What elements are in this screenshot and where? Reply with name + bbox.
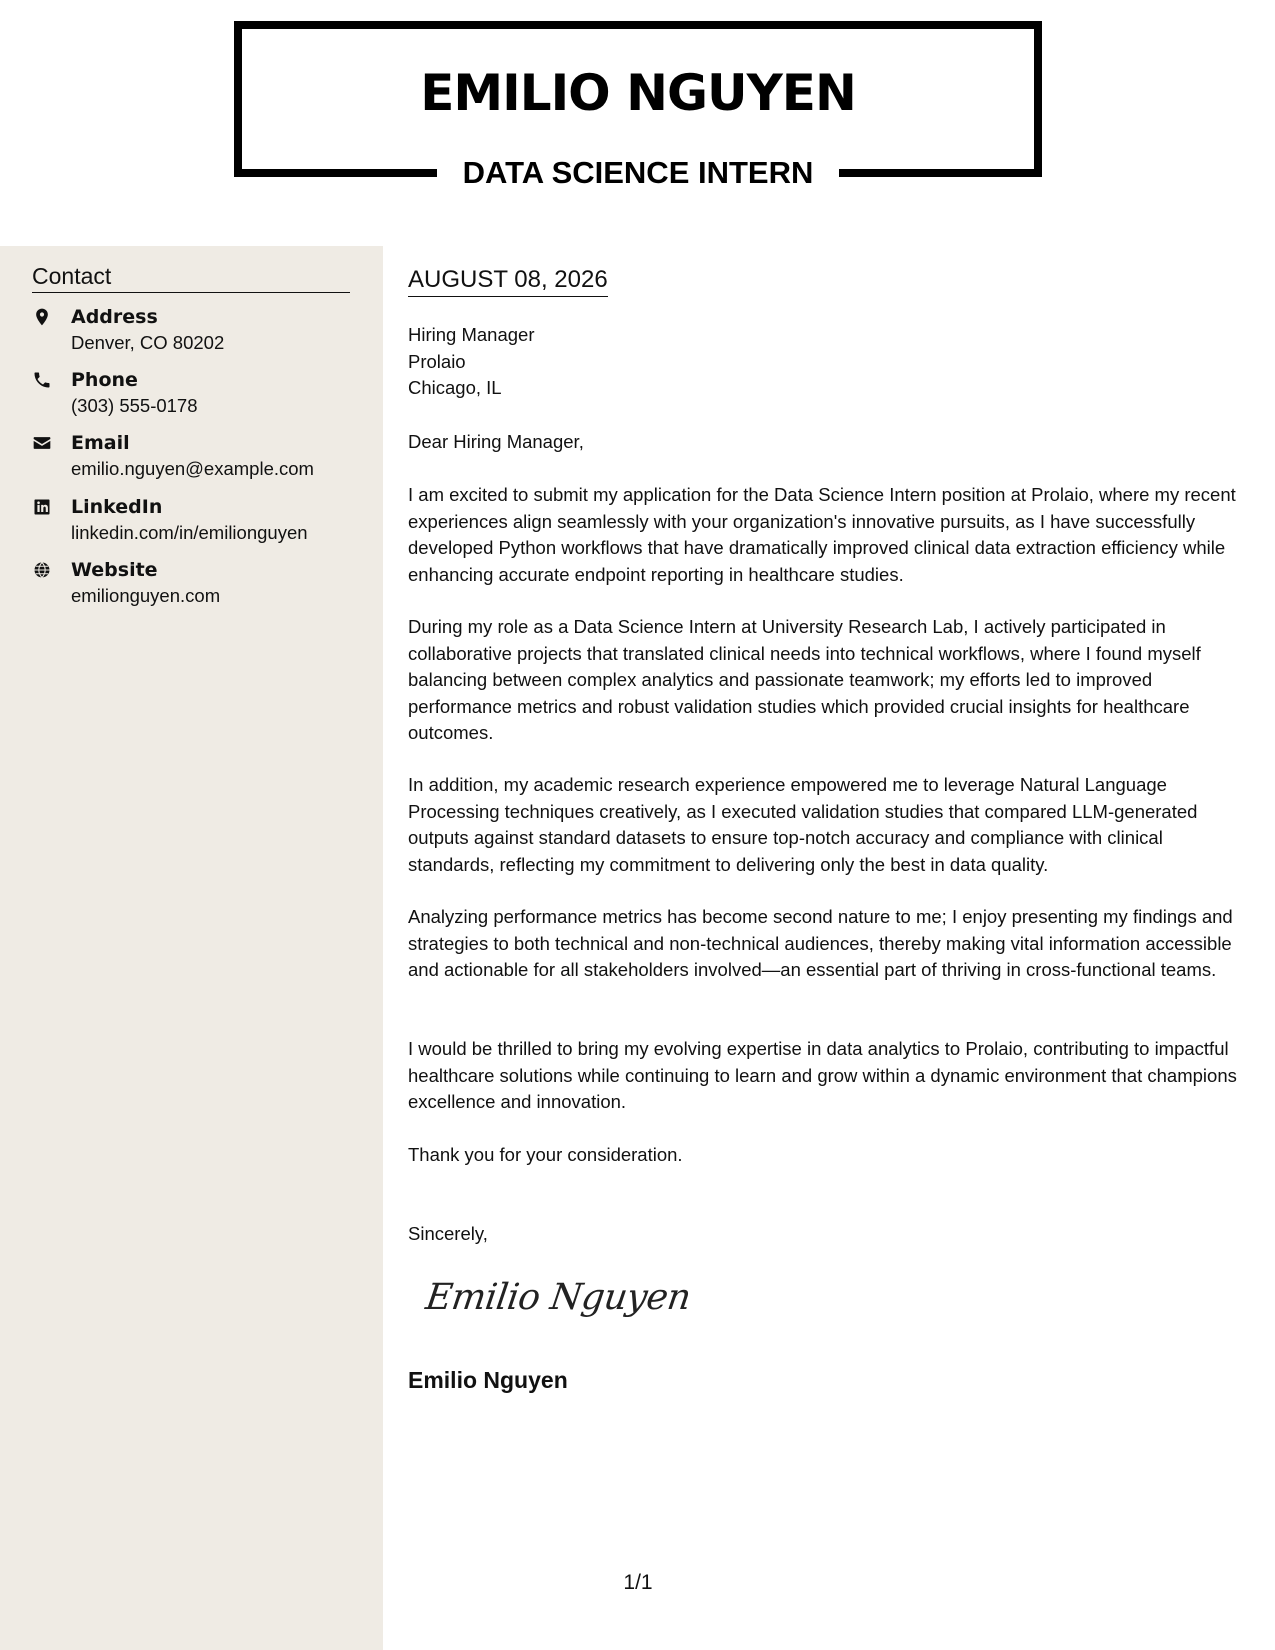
job-title: DATA SCIENCE INTERN <box>462 155 814 190</box>
signer-name: Emilio Nguyen <box>408 1367 568 1393</box>
body-paragraph: I am excited to submit my application for the Data Science Intern position at Prolaio, where my recent experiences align seamlessly with your organization's innovative pursuits, as I have successfully developed Python workflows that have dramatically improved clinical data extraction efficiency while enhancing accurate endpoint reporting in healthcare studies. <box>408 484 1236 585</box>
letter-date: AUGUST 08, 2026 <box>408 265 608 297</box>
signature: Emilio Nguyen <box>423 1277 694 1318</box>
contact-label: Address <box>71 306 158 328</box>
contact-value: (303) 555-0178 <box>71 395 198 416</box>
phone-icon <box>32 370 56 394</box>
globe-icon <box>32 560 56 584</box>
closing: Sincerely, <box>408 1223 488 1244</box>
contact-label: Email <box>71 432 130 454</box>
recipient-block <box>408 322 534 402</box>
contact-value: linkedin.com/in/emilionguyen <box>71 522 308 543</box>
body-paragraph: During my role as a Data Science Intern at University Research Lab, I actively participated in collaborative projects that translated clinical needs into technical workflows, where I found myself balancing between complex analytics and passionate teamwork; my efforts led to improved performance metrics and robust validation studies which provided crucial insights for healthcare outcomes. <box>408 616 1201 743</box>
contact-label: LinkedIn <box>71 496 163 518</box>
body-paragraph: Analyzing performance metrics has become second nature to me; I enjoy presenting my findings and strategies to both technical and non-technical audiences, thereby making vital information accessible and actionable for all stakeholders involved—an essential part of thriving in cross-functional teams. <box>408 906 1233 980</box>
linkedin-icon <box>32 497 56 521</box>
envelope-icon <box>32 433 56 457</box>
page-number: 1/1 <box>623 1571 653 1594</box>
contact-value: emilionguyen.com <box>71 585 221 606</box>
contact-label: Website <box>71 559 158 581</box>
contact-value: Denver, CO 80202 <box>71 332 225 353</box>
map-pin-icon <box>32 307 56 331</box>
recipient-line: Prolaio <box>408 350 466 372</box>
contact-label: Phone <box>71 369 138 391</box>
contact-value: emilio.nguyen@example.com <box>71 458 314 479</box>
recipient-line: Hiring Manager <box>408 324 535 345</box>
recipient-line: Chicago, IL <box>408 377 502 398</box>
salutation: Dear Hiring Manager, <box>408 431 584 452</box>
body-paragraph: In addition, my academic research experience empowered me to leverage Natural Language Processing techniques creatively, as I executed validation studies that compared LLM-generated outputs against standard datasets to ensure top-notch accuracy and compliance with clinical standards, reflecting my commitment to delivering only the best in data quality. <box>408 774 1198 875</box>
contact-heading: Contact <box>32 262 350 293</box>
body-paragraph: I would be thrilled to bring my evolving expertise in data analytics to Prolaio, contributing to impactful healthcare solutions while continuing to learn and grow within a dynamic environment that champions excellence and innovation. <box>408 1038 1237 1112</box>
applicant-name: EMILIO NGUYEN <box>420 64 856 122</box>
thanks-line: Thank you for your consideration. <box>408 1144 683 1165</box>
